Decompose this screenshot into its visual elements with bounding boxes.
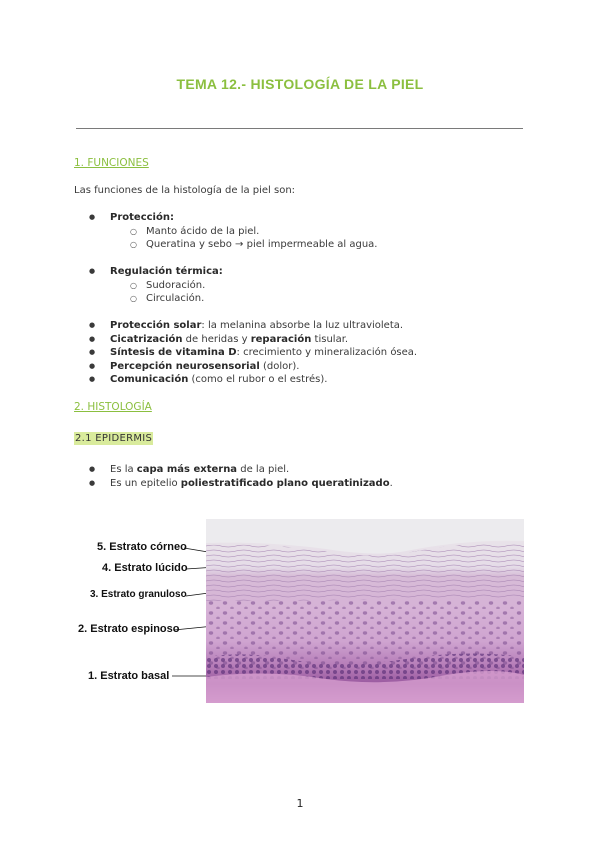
page-title: TEMA 12.- HISTOLOGÍA DE LA PIEL (176, 76, 424, 92)
page-number: 1 (296, 797, 304, 810)
list-item: ● Comunicación (como el rubor o el estrés). (74, 373, 417, 387)
list-item: ● Protección: ○ Manto ácido de la piel. ○ Queratina y sebo → piel impermeable al agua. (74, 211, 377, 252)
list-item: ● Regulación térmica: ○ Sudoración. ○ Circulación. (74, 265, 223, 306)
figure-label-lucido: 4. Estrato lúcido (102, 562, 188, 574)
figure-label-basal: 1. Estrato basal (88, 670, 170, 682)
list-item: ● Síntesis de vitamina D: crecimiento y mineralización ósea. (74, 346, 417, 360)
list-item: ● Es la capa más externa de la piel. (74, 463, 393, 477)
section-heading-funciones: 1. FUNCIONES (74, 157, 149, 169)
list-item: ● Percepción neurosensorial (dolor). (74, 360, 417, 374)
section-heading-histologia: 2. HISTOLOGÍA (74, 401, 152, 413)
sub-list-item: ○ Manto ácido de la piel. (110, 225, 377, 239)
sub-list-item: ○ Sudoración. (110, 279, 223, 293)
list-item: ● Protección solar: la melanina absorbe la luz ultravioleta. (74, 319, 417, 333)
intro-text: Las funciones de la histología de la piel son: (74, 185, 296, 196)
figure-label-granuloso: 3. Estrato granuloso (90, 589, 187, 600)
epidermis-micrograph (206, 519, 524, 703)
list-item: ● Cicatrización de heridas y reparación tisular. (74, 333, 417, 347)
subsection-heading-epidermis: 2.1 EPIDERMIS (75, 433, 153, 444)
sub-list-item: ○ Queratina y sebo → piel impermeable al agua. (110, 238, 377, 252)
list-item: ● Es un epitelio poliestratificado plano queratinizado. (74, 477, 393, 491)
figure-label-corneo: 5. Estrato córneo (97, 541, 187, 553)
sub-list-item: ○ Circulación. (110, 292, 223, 306)
figure-label-espinoso: 2. Estrato espinoso (78, 623, 180, 635)
